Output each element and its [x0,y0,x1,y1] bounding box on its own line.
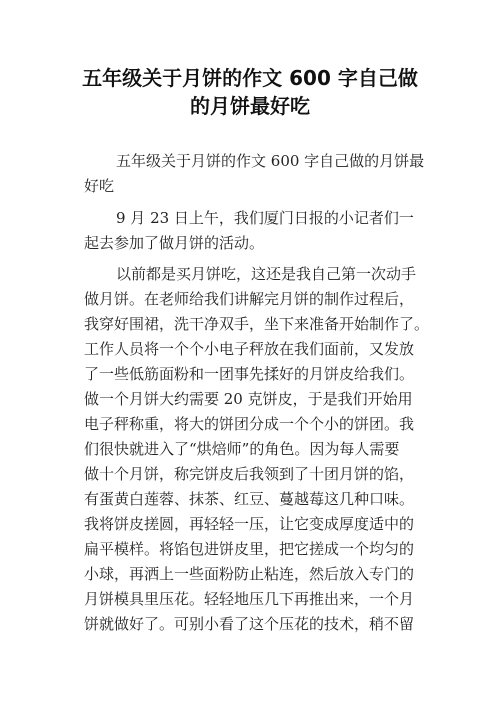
paragraph-3-line-12: 扁平模样。将馅包进饼皮里，把它搓成一个均匀的 [84,540,415,558]
paragraph-3-line-2: 做月饼。在老师给我们讲解完月饼的制作过程后， [84,290,415,308]
paragraph-3-line-8: 们很快就进入了“烘焙师”的角色。因为每人需要 [84,440,400,458]
paragraph-3-line-5: 了一些低筋面粉和一团事先揉好的月饼皮给我们。 [84,365,415,383]
paragraph-2-line-1: 9 月 23 日上午，我们厦门日报的小记者们一 [116,209,414,227]
paragraph-1-line-1: 五年级关于月饼的作文 600 字自己做的月饼最 [116,152,425,170]
paragraph-3-line-11: 我将饼皮搓圆，再轻轻一压，让它变成厚度适中的 [84,515,415,533]
paragraph-3-line-1: 以前都是买月饼吃，这还是我自己第一次动手 [116,265,417,283]
paragraph-3-line-10: 有蛋黄白莲蓉、抹茶、红豆、蔓越莓这几种口味。 [84,490,415,508]
paragraph-3-line-9: 做十个月饼，称完饼皮后我领到了十团月饼的馅， [84,465,415,483]
document-title-line-2: 的月饼最好吃 [190,94,310,118]
paragraph-3-line-15: 饼就做好了。可别小看了这个压花的技术，稍不留 [84,615,415,633]
document-title-line-1: 五年级关于月饼的作文 600 字自己做 [82,66,418,90]
paragraph-3-line-6: 做一个月饼大约需要 20 克饼皮，于是我们开始用 [84,390,413,408]
paragraph-2-line-2: 起去参加了做月饼的活动。 [84,234,265,252]
paragraph-1-line-2: 好吃 [84,177,115,195]
paragraph-3-line-4: 工作人员将一个个小电子秤放在我们面前，又发放 [84,340,415,358]
paragraph-3-line-7: 电子秤称重，将大的饼团分成一个个小的饼团。我 [84,415,415,433]
paragraph-3-line-3: 我穿好围裙，洗干净双手，坐下来准备开始制作了。 [84,315,430,333]
paragraph-3-line-13: 小球，再洒上一些面粉防止粘连，然后放入专门的 [84,565,415,583]
paragraph-3-line-14: 月饼模具里压花。轻轻地压几下再推出来，一个月 [84,590,415,608]
